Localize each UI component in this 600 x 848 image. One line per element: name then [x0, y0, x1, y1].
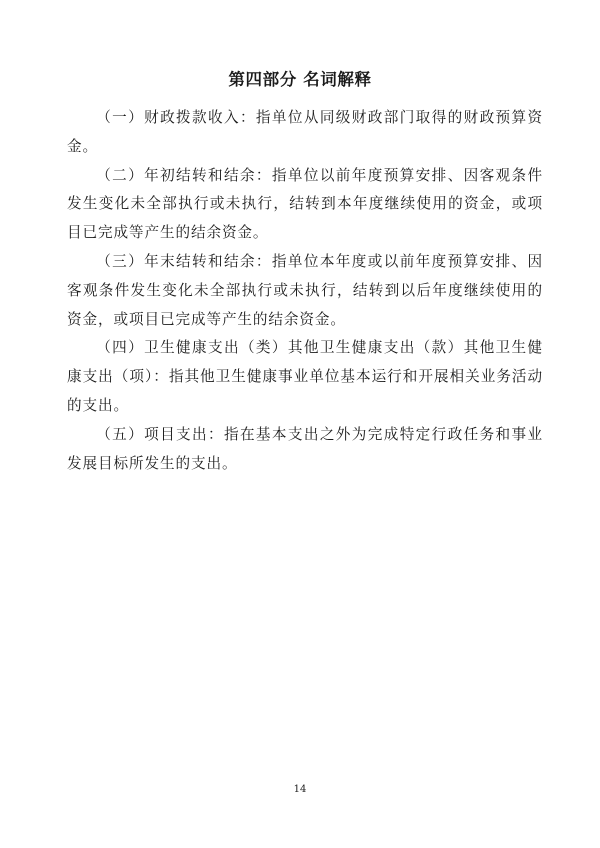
definition-paragraph-2: （二）年初结转和结余：指单位以前年度预算安排、因客观条件发生变化未全部执行或未执行，结转到本年度继续使用的资金，或项目已完成等产生的结余资金。 — [67, 166, 543, 242]
definition-paragraph-3: （三）年末结转和结余：指单位本年度或以前年度预算安排、因客观条件发生变化未全部执行或未执行，结转到以后年度继续使用的资金，或项目已完成等产生的结余资金。 — [67, 252, 543, 328]
definition-paragraph-1: （一）财政拨款收入：指单位从同级财政部门取得的财政预算资金。 — [67, 109, 543, 155]
section-title: 第四部分 名词解释 — [228, 70, 372, 89]
definitions-body — [67, 104, 543, 478]
page-number: 14 — [293, 784, 307, 795]
definition-paragraph-4: （四）卫生健康支出（类）其他卫生健康支出（款）其他卫生健康支出（项）：指其他卫生健康事业单位基本运行和开展相关业务活动的支出。 — [67, 339, 543, 414]
definition-paragraph-5: （五）项目支出：指在基本支出之外为完成特定行政任务和事业发展目标所发生的支出。 — [67, 425, 543, 472]
